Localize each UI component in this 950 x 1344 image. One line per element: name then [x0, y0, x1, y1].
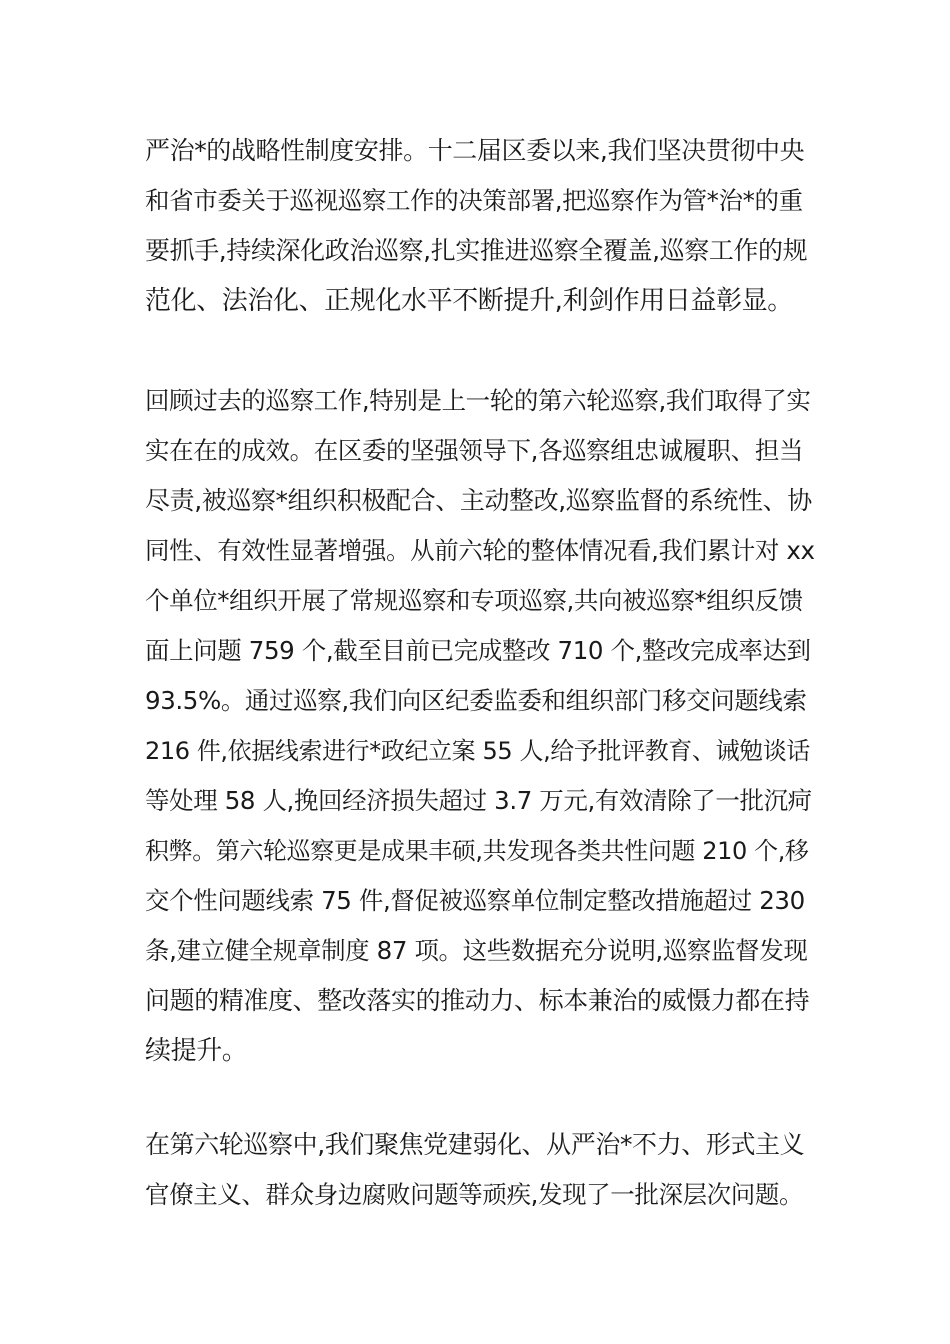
- text-line: 严治*的战略性制度安排。十二届区委以来,我们坚决贯彻中央: [145, 136, 805, 165]
- text-line: 问题的精准度、整改落实的推动力、标本兼治的威慑力都在持: [145, 986, 810, 1015]
- text-line: 同性、有效性显著增强。从前六轮的整体情况看,我们累计对 xx: [145, 536, 815, 565]
- text-line: 在第六轮巡察中,我们聚焦党建弱化、从严治*不力、形式主义: [145, 1130, 805, 1159]
- text-line: 回顾过去的巡察工作,特别是上一轮的第六轮巡察,我们取得了实: [145, 386, 811, 415]
- text-line: 续提升。: [145, 1036, 248, 1066]
- text-line: 个单位*组织开展了常规巡察和专项巡察,共向被巡察*组织反馈: [145, 586, 803, 615]
- text-line: 实在在的成效。在区委的坚强领导下,各巡察组忠诚履职、担当: [145, 436, 804, 465]
- text-line: 官僚主义、群众身边腐败问题等顽疾,发现了一批深层次问题。: [145, 1180, 804, 1209]
- text-line: 面上问题 759 个,截至目前已完成整改 710 个,整改完成率达到: [145, 636, 811, 665]
- text-line: 范化、法治化、正规化水平不断提升,利剑作用日益彰显。: [145, 286, 793, 316]
- text-line: 交个性问题线索 75 件,督促被巡察单位制定整改措施超过 230: [145, 886, 805, 915]
- text-line: 尽责,被巡察*组织积极配合、主动整改,巡察监督的系统性、协: [145, 486, 812, 515]
- text-line: 216 件,依据线索进行*政纪立案 55 人,给予批评教育、诫勉谈话: [145, 737, 810, 765]
- text-line: 93.5%。通过巡察,我们向区纪委监委和组织部门移交问题线索: [145, 686, 807, 715]
- text-line: 要抓手,持续深化政治巡察,扎实推进巡察全覆盖,巡察工作的规: [145, 236, 808, 265]
- text-line: 等处理 58 人,挽回经济损失超过 3.7 万元,有效清除了一批沉疴: [145, 786, 812, 815]
- text-line: 条,建立健全规章制度 87 项。这些数据充分说明,巡察监督发现: [145, 936, 808, 965]
- text-line: 和省市委关于巡视巡察工作的决策部署,把巡察作为管*治*的重: [145, 186, 803, 215]
- text-line: 积弊。第六轮巡察更是成果丰硕,共发现各类共性问题 210 个,移: [145, 837, 809, 865]
